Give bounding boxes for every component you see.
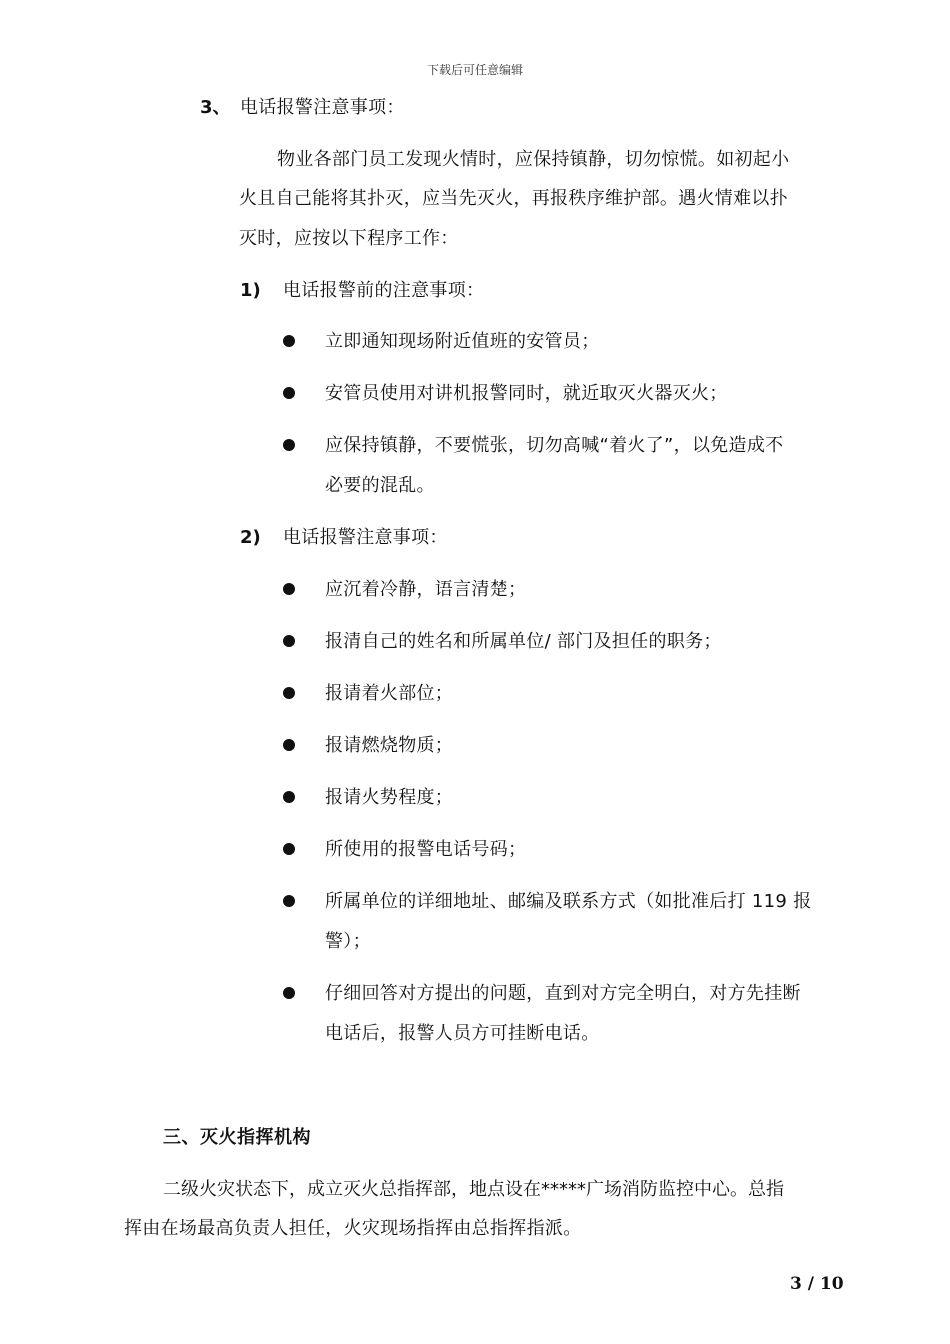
bullet-icon (283, 583, 295, 595)
list-item: 仔细回答对方提出的问题，直到对方完全明白，对方先挂断 (325, 983, 801, 1004)
paragraph-line: 火且自己能将其扑灭，应当先灭火，再报秩序维护部。遇火情难以扑 (239, 188, 788, 209)
bullet-icon (283, 635, 295, 647)
bullet-icon (283, 987, 295, 999)
bullet-icon (283, 387, 295, 399)
bullet-icon (283, 335, 295, 347)
subsection-number: 2) (240, 527, 261, 548)
section-heading: 三、灭火指挥机构 (163, 1127, 311, 1148)
list-item: 安管员使用对讲机报警同时，就近取灭火器灭火； (325, 383, 728, 404)
list-item: 所使用的报警电话号码； (325, 839, 527, 860)
subsection-title: 电话报警前的注意事项： (283, 280, 485, 301)
list-item: 报清自己的姓名和所属单位/ 部门及担任的职务； (325, 631, 722, 652)
list-item-continuation: 警）； (325, 931, 371, 952)
list-item: 应保持镇静，不要慌张，切勿高喊“着火了”，以免造成不 (325, 435, 784, 456)
bullet-icon (283, 895, 295, 907)
bullet-icon (283, 687, 295, 699)
bullet-icon (283, 791, 295, 803)
list-item: 报请着火部位； (325, 683, 454, 704)
list-item-continuation: 必要的混乱。 (325, 475, 435, 496)
subsection-number: 1) (240, 280, 261, 301)
paragraph-line: 挥由在场最高负责人担任，火灾现场指挥由总指挥指派。 (124, 1218, 582, 1239)
list-item: 所属单位的详细地址、邮编及联系方式（如批准后打 119 报 (325, 891, 812, 912)
section-number: 3、 (200, 97, 231, 118)
paragraph-line: 物业各部门员工发现火情时，应保持镇静，切勿惊慌。如初起小 (277, 149, 790, 170)
list-item-continuation: 电话后，报警人员方可挂断电话。 (325, 1023, 600, 1044)
bullet-icon (283, 739, 295, 751)
bullet-icon (283, 843, 295, 855)
list-item: 应沉着冷静，语言清楚； (325, 579, 527, 600)
page-number: 3 / 10 (790, 1274, 844, 1294)
paragraph-line: 二级火灾状态下，成立灭火总指挥部，地点设在*****广场消防监控中心。总指 (163, 1179, 784, 1200)
paragraph-line: 灭时，应按以下程序工作： (239, 228, 459, 249)
subsection-title: 电话报警注意事项： (283, 527, 448, 548)
list-item: 报请燃烧物质； (325, 735, 454, 756)
list-item: 报请火势程度； (325, 787, 454, 808)
list-item: 立即通知现场附近值班的安管员； (325, 331, 600, 352)
page-header: 下载后可任意编辑 (426, 63, 523, 77)
bullet-icon (283, 439, 295, 451)
section-title: 电话报警注意事项： (240, 97, 405, 118)
